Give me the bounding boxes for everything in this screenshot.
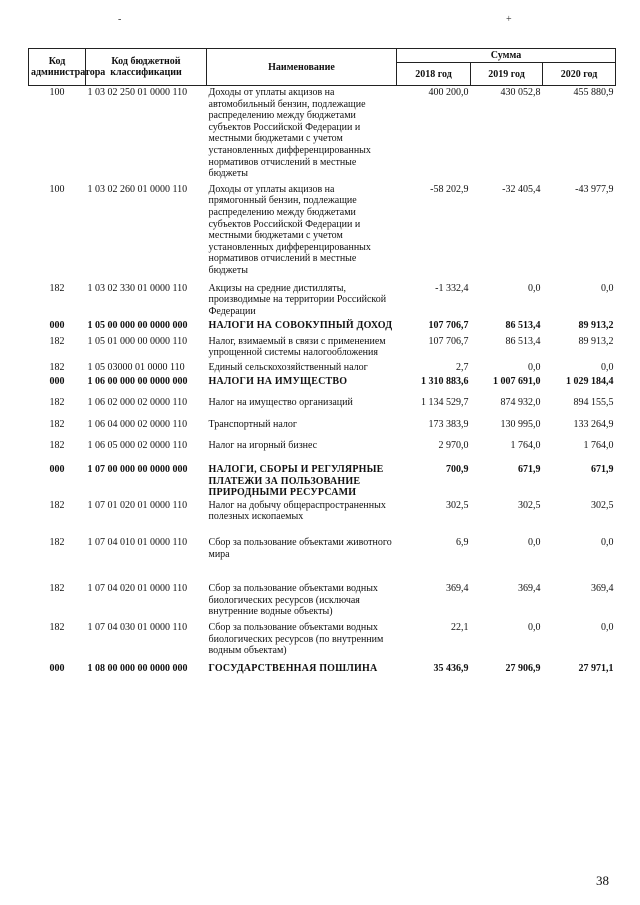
admin-code-cell: 100	[49, 87, 65, 98]
table-row	[29, 283, 616, 321]
amount-2018-cell: 35 436,9	[433, 662, 469, 674]
table-row	[29, 500, 616, 537]
amount-2020-cell: 89 913,2	[578, 335, 614, 347]
amount-2020-cell: 0,0	[601, 362, 614, 374]
admin-code-cell: 182	[49, 282, 65, 294]
budget-code-cell: 1 08 00 000 00 0000 000	[87, 662, 188, 674]
amount-2018-cell: -58 202,9	[430, 183, 469, 195]
amount-2020-cell: 455 880,9	[573, 87, 614, 98]
amount-2018-cell: 6,9	[456, 537, 469, 548]
name-cell: ГОСУДАРСТВЕННАЯ ПОШЛИНА	[208, 662, 378, 674]
amount-2018-cell: -1 332,4	[435, 282, 469, 294]
amount-2019-cell: 27 906,9	[505, 662, 541, 674]
name-cell: Акцизы на средние дистилляты, производимые на территории Российской Федерации	[208, 282, 387, 317]
admin-code-cell: 182	[49, 418, 65, 430]
budget-code-cell: 1 06 02 000 02 0000 110	[87, 397, 188, 409]
amount-2019-cell: 874 932,0	[500, 397, 541, 409]
name-cell: Единый сельскохозяйственный налог	[208, 362, 368, 374]
amount-2019-cell: 86 513,4	[505, 335, 541, 347]
admin-code-cell: 000	[49, 662, 65, 674]
budget-code-cell: 1 07 00 000 00 0000 000	[87, 464, 188, 476]
name-cell: Сбор за пользование объектами животного мира	[208, 537, 392, 560]
admin-code-cell: 000	[49, 375, 65, 387]
name-cell: НАЛОГИ НА СОВОКУПНЫЙ ДОХОД	[208, 320, 393, 332]
table-row	[29, 663, 616, 675]
table-row	[29, 336, 616, 362]
amount-2018-cell: 107 706,7	[428, 320, 469, 332]
budget-revenue-table	[28, 48, 616, 674]
amount-2020-cell: 89 913,2	[578, 320, 614, 332]
amount-2019-cell: 130 995,0	[500, 418, 541, 430]
budget-code-cell: 1 03 02 260 01 0000 110	[87, 183, 188, 195]
amount-2018-cell: 369,4	[446, 583, 469, 595]
budget-code-cell: 1 05 01 000 00 0000 110	[87, 335, 188, 347]
admin-code-cell: 182	[49, 583, 65, 595]
budget-code-cell: 1 07 04 030 01 0000 110	[87, 621, 188, 633]
amount-2018-cell: 22,1	[451, 621, 469, 633]
name-cell: НАЛОГИ, СБОРЫ И РЕГУЛЯРНЫЕ ПЛАТЕЖИ ЗА ПОЛЬЗОВАНИЕ ПРИРОДНЫМИ РЕСУРСАМИ	[208, 464, 384, 499]
page-number: 38	[596, 873, 609, 888]
amount-2020-cell: 0,0	[601, 537, 614, 548]
amount-2020-cell: -43 977,9	[575, 183, 614, 195]
header-name: Наименование	[207, 49, 397, 86]
header-admin-code: Код администратора	[29, 49, 86, 86]
amount-2019-cell: 0,0	[528, 537, 541, 548]
name-cell: Налог, взимаемый в связи с применением упрощенной системы налогообложения	[208, 335, 386, 359]
table-row	[29, 464, 616, 500]
amount-2018-cell: 2 970,0	[438, 440, 469, 452]
amount-2018-cell: 1 134 529,7	[421, 397, 469, 409]
name-cell: Доходы от уплаты акцизов на автомобильный бензин, подлежащие распределению между бюджетами субъектов Российской Федерации и местными бюджетами с учетом установленных дифференцированных нормативов отчислений в местные бюджеты	[208, 87, 371, 180]
budget-code-cell: 1 06 05 000 02 0000 110	[87, 440, 188, 452]
admin-code-cell: 182	[49, 621, 65, 633]
amount-2019-cell: 0,0	[528, 362, 541, 374]
scan-mark-left: -	[118, 14, 122, 25]
admin-code-cell: 182	[49, 440, 65, 452]
budget-code-cell: 1 06 04 000 02 0000 110	[87, 418, 188, 430]
budget-code-cell: 1 03 02 330 01 0000 110	[87, 282, 188, 294]
budget-code-cell: 1 07 01 020 01 0000 110	[87, 499, 188, 511]
table-row	[29, 376, 616, 398]
header-year-2020: 2020 год	[543, 63, 616, 86]
budget-code-cell: 1 05 00 000 00 0000 000	[87, 320, 188, 332]
amount-2018-cell: 1 310 883,6	[421, 375, 469, 387]
amount-2020-cell: 0,0	[601, 282, 614, 294]
name-cell: Налог на имущество организаций	[208, 397, 353, 409]
name-cell: Налог на добычу общераспространенных полезных ископаемых	[208, 499, 386, 523]
table-row	[29, 419, 616, 441]
amount-2019-cell: 671,9	[518, 464, 541, 476]
name-cell: Налог на игорный бизнес	[208, 440, 318, 452]
admin-code-cell: 182	[49, 537, 65, 548]
amount-2019-cell: 430 052,8	[500, 87, 541, 98]
name-cell: Сбор за пользование объектами водных биологических ресурсов (по внутренним водным объектам)	[208, 621, 384, 657]
header-sum: Сумма	[397, 49, 616, 63]
amount-2019-cell: 1 764,0	[510, 440, 541, 452]
amount-2019-cell: 302,5	[518, 499, 541, 511]
amount-2018-cell: 400 200,0	[428, 87, 469, 98]
table-row	[29, 440, 616, 464]
amount-2020-cell: 1 764,0	[583, 440, 614, 452]
header-year-2018: 2018 год	[397, 63, 471, 86]
amount-2018-cell: 700,9	[446, 464, 469, 476]
amount-2020-cell: 894 155,5	[573, 397, 614, 409]
name-cell: Доходы от уплаты акцизов на прямогонный бензин, подлежащие распределению между бюджетами субъектов Российской Федерации и местными бюджетами с учетом установленных дифференцированных нормативов отчислений в местные бюджеты	[208, 183, 371, 276]
amount-2018-cell: 2,7	[456, 362, 469, 374]
table-body	[29, 86, 616, 675]
header-year-2019: 2019 год	[471, 63, 543, 86]
admin-code-cell: 182	[49, 335, 65, 347]
budget-code-cell: 1 06 00 000 00 0000 000	[87, 375, 188, 387]
admin-code-cell: 182	[49, 499, 65, 511]
budget-code-cell: 1 07 04 020 01 0000 110	[87, 583, 188, 595]
admin-code-cell: 000	[49, 320, 65, 332]
table-row	[29, 622, 616, 663]
admin-code-cell: 182	[49, 397, 65, 409]
amount-2018-cell: 173 383,9	[428, 418, 469, 430]
amount-2019-cell: 369,4	[518, 583, 541, 595]
amount-2020-cell: 133 264,9	[573, 418, 614, 430]
amount-2019-cell: 0,0	[528, 282, 541, 294]
amount-2020-cell: 302,5	[591, 499, 614, 511]
amount-2020-cell: 1 029 184,4	[566, 375, 614, 387]
amount-2020-cell: 27 971,1	[578, 662, 614, 674]
table-row	[29, 362, 616, 376]
amount-2020-cell: 0,0	[601, 621, 614, 633]
table-row	[29, 537, 616, 583]
amount-2019-cell: 0,0	[528, 621, 541, 633]
name-cell: НАЛОГИ НА ИМУЩЕСТВО	[208, 375, 348, 387]
table-row	[29, 397, 616, 419]
amount-2019-cell: 1 007 691,0	[493, 375, 541, 387]
header-budget-code: Код бюджетной классификации	[86, 49, 207, 86]
admin-code-cell: 000	[49, 464, 65, 476]
budget-code-cell: 1 07 04 010 01 0000 110	[87, 537, 188, 548]
amount-2019-cell: -32 405,4	[502, 183, 541, 195]
table-row	[29, 583, 616, 622]
table-row	[29, 86, 616, 184]
name-cell: Транспортный налог	[208, 418, 297, 430]
budget-code-cell: 1 05 03000 01 0000 110	[87, 362, 185, 374]
name-cell: Сбор за пользование объектами водных биологических ресурсов (исключая внутренние водные объекты)	[208, 583, 378, 618]
budget-code-cell: 1 03 02 250 01 0000 110	[87, 87, 188, 98]
table-header	[29, 49, 616, 86]
amount-2020-cell: 671,9	[591, 464, 614, 476]
amount-2018-cell: 107 706,7	[428, 335, 469, 347]
scan-mark-right: +	[506, 14, 512, 25]
table-row	[29, 320, 616, 336]
table-row	[29, 184, 616, 283]
amount-2020-cell: 369,4	[591, 583, 614, 595]
admin-code-cell: 182	[49, 362, 65, 374]
amount-2019-cell: 86 513,4	[505, 320, 541, 332]
amount-2018-cell: 302,5	[446, 499, 469, 511]
admin-code-cell: 100	[49, 183, 65, 195]
